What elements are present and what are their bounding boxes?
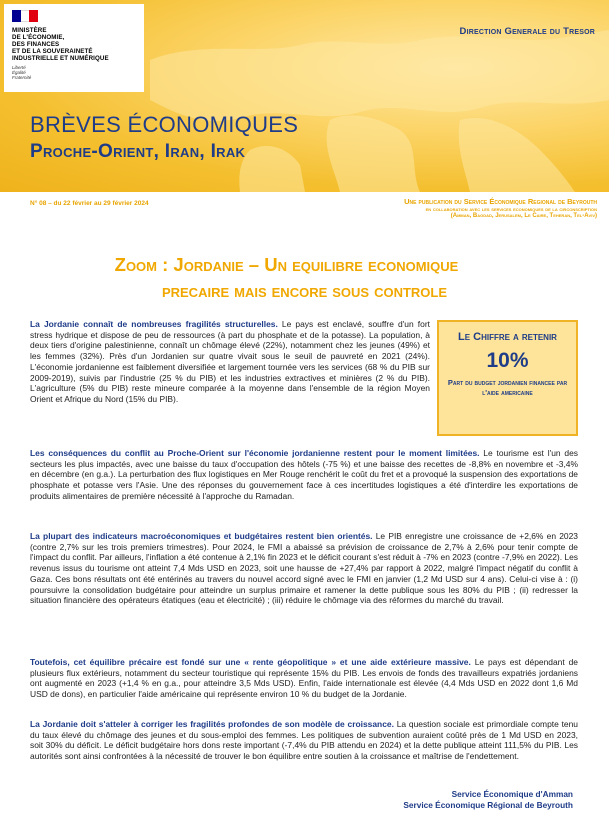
publication-line: en collaboration avec les services economiques de la circonscription [425,207,597,213]
paragraph-lead: Toutefois, cet équilibre précaire est fondé sur une « rente géopolitique » et une aide extérieure massive. [30,657,471,667]
header-banner [0,0,609,192]
paragraph-text: Le tourisme est l'un des secteurs les plus impactés, avec une baisse du taux d'occupation des hôtels (-75 %) et une baisse des recettes de -8,8% en novembre et -3,4% en décembre (en g.a.). La perturbation des flux logistiques en Mer Rouge renchérit le coût du fret et a provoqué la suspension des exportations de phosphate et potasse vers l'Asie. Une des réponses du gouvernement face à ces incertitudes logistiques a été d'interdire les exportations de produits alimentaires de première nécessité à l'approche du Ramadan. [30,448,578,501]
direction-title: Direction Generale du Tresor [459,26,595,37]
paragraph-indicators [30,531,578,606]
signature-amman: Service Économique d'Amman [451,789,573,799]
motto-line: Liberté [12,65,26,70]
ministry-line: INDUSTRIELLE ET NUMÉRIQUE [12,55,109,62]
paragraph-lead: La Jordanie connaît de nombreuses fragilités structurelles. [30,319,278,329]
paragraph-geopolitical-rent [30,657,578,700]
paragraph-lead: Les conséquences du conflit au Proche-Orient sur l'économie jordanienne restent pour le moment limitées. [30,448,480,458]
paragraph-text: Le pays est dépendant de plusieurs flux extérieurs, notamment du secteur touristique qui représente 15% du PIB. Les envois de fonds des travailleurs expatriés jordaniens ont augmenté en 2023 (+1,4 % en g.a., pour atteindre 3,5 Mds USD). Enfin, l'aide internationale est élevée (4,4 Mds USD en 2022 dont 1,6 Md USD de dons), en particulier l'aide américaine qui représente environ 10 % du budget de la Jordanie. [30,657,578,700]
region-title: Proche-Orient, Iran, Irak [30,141,246,162]
publication-line: (Amman, Bagdad, Jerusalem, Le Caire, Teheran, Tel-Aviv) [450,213,597,219]
publication-line: Une publication du Service Économique Regional de Beyrouth [404,197,597,206]
zoom-title-line1: Zoom : Jordanie – Un equilibre economique [114,254,459,275]
motto-line: Fraternité [12,75,32,80]
key-figure-box [437,320,578,436]
zoom-title-line2: precaire mais encore sous controle [161,281,448,301]
key-figure-description: Part du budget jordanien financee par l'aide americaine [447,378,568,397]
motto-line: Égalité [12,70,26,75]
paragraph-structural [30,319,430,405]
paragraph-lead: La plupart des indicateurs macroéconomiques et budgétaires restent bien orientés. [30,531,373,541]
publication-info [404,197,597,219]
ministry-line: DES FINANCES [12,41,60,48]
key-figure-title: Le Chiffre a retenir [458,331,557,343]
paragraph-lead: La Jordanie doit s'atteler à corriger les fragilités profondes de son modèle de croissance. [30,719,394,729]
paragraph-conflict [30,448,578,502]
marianne-flag-icon [12,10,38,22]
ministry-name [12,27,136,62]
key-figure-value: 10% [486,349,529,372]
ministry-line: ET DE LA SOUVERAINETÉ [12,48,93,55]
issue-number: N° 08 – du 22 février au 29 février 2024 [30,200,149,207]
ministry-line: DE L'ÉCONOMIE, [12,34,65,41]
paragraph-growth-model [30,719,578,762]
newsletter-title: BRÈVES ÉCONOMIQUES [30,112,299,137]
paragraph-text: Le PIB enregistre une croissance de +2,6% en 2023 (contre 2,7% sur les trois premiers trimestres). Pour 2024, le FMI a abaissé sa prévision de croissance de 2,7% à 2,6% pour tenir compte de l'impact du conflit. Par ailleurs, l'inflation a été contenue à 2,1% fin 2023 et le déficit courant s'est réduit à -7% en 2023 (contre -7,9% en 2022). Les revenus issus du tourisme ont atteint 7,4 Mds USD en 2023, soit une hausse de +27,4% par rapport à 2022, malgré l'impact négatif du conflit à Gaza. Ces bons résultats ont été entérinés au travers du nouvel accord signé avec le FMI en janvier (1,2 Md USD sur 4 ans). Celui-ci vise à : (i) poursuivre la consolidation budgétaire pour atteindre un surplus primaire et ramener la dette publique sous les 80% du PIB ; (ii) redresser la situation financière des opérateurs étatiques (eau et électricité) ; (iii) réduire le chômage via des réformes du marché du travail. [30,531,578,606]
paragraph-text: Le pays est enclavé, souffre d'un fort stress hydrique et dispose de peu de ressources (à part du phosphate et de la potasse). La population, à deux tiers d'origine palestinienne, connaît un chômage élevé (22%), notamment chez les jeunes (49%) et les femmes (32%). Près d'un Jordanien sur quatre vivait sous le seuil de pauvreté en 2021 (24%). L'économie jordanienne est faiblement diversifiée et largement tournée vers les services (68 % du PIB sur 2009-2019), suivis par l'industrie (25 % du PIB) et les industries extractives et minières (2 % du PIB). L'agriculture (5% du PIB) reste mineure comparée à la moyenne dans l'ensemble de la région Moyen Orient et Afrique du Nord (15% du PIB). [30,319,430,404]
ministry-line: MINISTÈRE [12,27,47,34]
signature-beyrouth: Service Économique Régional de Beyrouth [403,800,573,810]
ministry-logo [4,4,144,92]
paragraph-text: La question sociale est primordiale compte tenu du taux élevé du chômage des jeunes et du sous-emploi des femmes. Les politiques de subvention auraient coûté près de 1 Md USD en 2023, soit 30% du déficit. Le déficit budgétaire hors dons reste important (-7,4% du PIB attendu en 2024) et la dette publique atteint 111,5% du PIB. Les autorités sont ainsi confrontées à la nécessité de trouver le bon équilibre entre soutien à la croissance et maîtrise de l'endettement. [30,719,578,762]
republic-motto [12,65,136,80]
